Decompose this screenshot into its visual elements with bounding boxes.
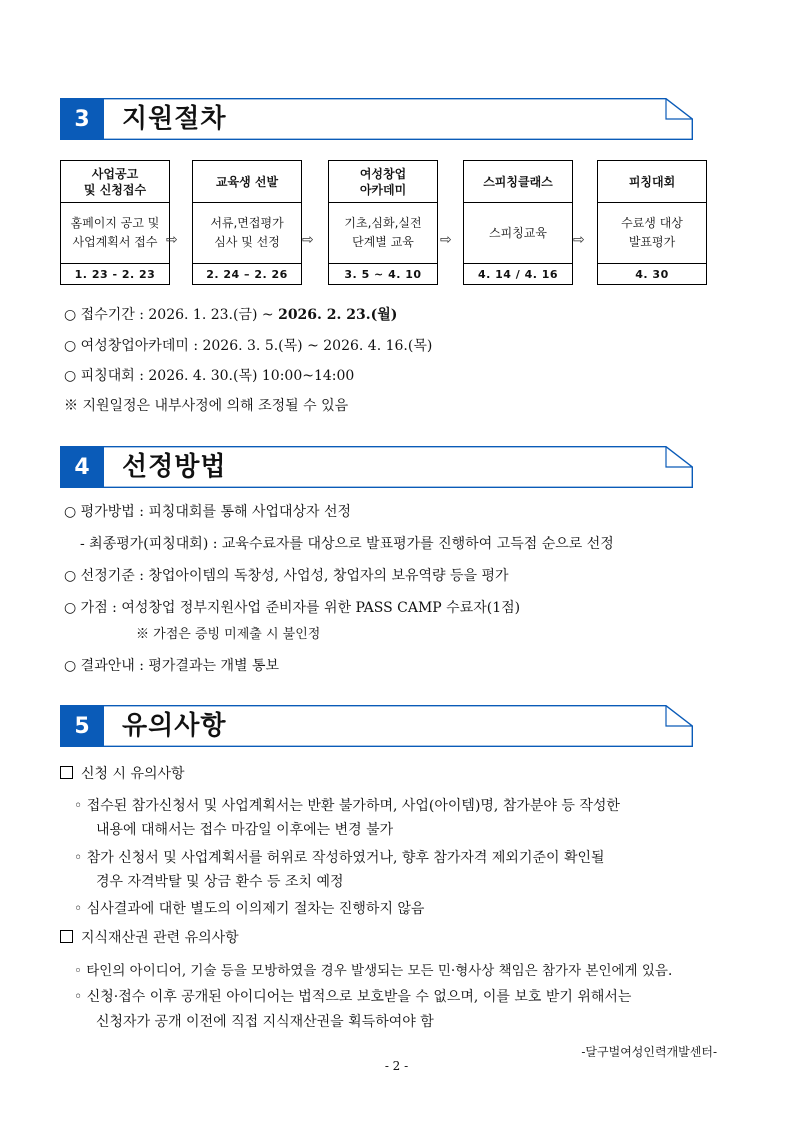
process-step-4: [463, 160, 573, 285]
section-number: 3: [60, 98, 104, 140]
checkbox-square-icon: [60, 766, 73, 779]
section-title: 선정방법: [122, 452, 227, 482]
notice-item: ◦ 신청·접수 이후 공개된 아이디어는 법적으로 보호받을 수 없으며, 이를 보호 받기 위해서는: [74, 989, 632, 1005]
schedule-text: 피칭대회 : 2026. 4. 30.(목) 10:00~14:00: [80, 368, 355, 384]
bullet: ○: [64, 307, 77, 323]
step-head: 교육생 선발: [193, 161, 301, 203]
step-body: 홈페이지 공고 및 사업계획서 접수: [61, 203, 169, 264]
notice-item-cont: 신청자가 공개 이전에 직접 지식재산권을 획득하여야 함: [96, 1014, 434, 1030]
schedule-academy-period: [64, 336, 432, 356]
page-number: - 2 -: [384, 1059, 409, 1073]
bullet: ○: [64, 338, 77, 354]
step-head: 여성창업 아카데미: [329, 161, 437, 203]
application-notes-heading: [60, 764, 185, 784]
notice-item: ◦ 접수된 참가신청서 및 사업계획서는 반환 불가하며, 사업(아이템)명, 참가분야 등 작성한: [74, 798, 620, 814]
process-step-2: [192, 160, 302, 285]
schedule-application-period: [64, 305, 397, 325]
step-body: 기초,심화,실전 단계별 교육: [329, 203, 437, 264]
ip-notes-heading: [60, 928, 239, 948]
step-head: 스피칭클래스: [464, 161, 572, 203]
section-number: 4: [60, 446, 104, 488]
notice-item: ◦ 심사결과에 대한 별도의 이의제기 절차는 진행하지 않음: [74, 901, 425, 917]
step-date: 4. 30: [635, 267, 669, 281]
step-date: 2. 24 – 2. 26: [206, 267, 288, 281]
arrow-right-icon: ⇨: [440, 232, 452, 248]
step-body: 수료생 대상 발표평가: [598, 203, 706, 264]
section-4-header: [60, 446, 693, 488]
schedule-pitching-date: [64, 366, 354, 386]
step-date: 1. 23 - 2. 23: [74, 267, 156, 281]
section-title: 지원절차: [122, 104, 227, 134]
schedule-text: 접수기간 : 2026. 1. 23.(금) ~: [80, 307, 279, 323]
step-body: 서류,면접평가 심사 및 선정: [193, 203, 301, 264]
heading-text: 신청 시 유의사항: [81, 766, 185, 782]
checkbox-square-icon: [60, 930, 73, 943]
heading-text: 지식재산권 관련 유의사항: [81, 930, 239, 946]
process-step-1: [60, 160, 170, 285]
final-evaluation: - 최종평가(피칭대회) : 교육수료자를 대상으로 발표평가를 진행하여 고득점 순으로 선정: [80, 536, 614, 552]
schedule-deadline: 2026. 2. 23.(월): [278, 307, 398, 323]
selection-criteria: ○ 선정기준 : 창업아이템의 독창성, 사업성, 창업자의 보유역량 등을 평가: [64, 568, 509, 584]
arrow-right-icon: ⇨: [573, 232, 585, 248]
bullet: ○: [64, 368, 77, 384]
result-notice: ○ 결과안내 : 평가결과는 개별 통보: [64, 658, 279, 674]
step-head: 사업공고 및 신청접수: [61, 161, 169, 203]
schedule-note: ※ 지원일정은 내부사정에 의해 조정될 수 있음: [64, 398, 349, 414]
bonus-note: ※ 가점은 증빙 미제출 시 불인정: [136, 627, 321, 642]
step-date: 4. 14 / 4. 16: [477, 267, 559, 281]
notice-item-cont: 경우 자격박탈 및 상금 환수 등 조치 예정: [96, 874, 344, 890]
section-5-header: [60, 705, 693, 747]
arrow-right-icon: ⇨: [302, 232, 314, 248]
bonus-points: ○ 가점 : 여성창업 정부지원사업 준비자를 위한 PASS CAMP 수료자(1점): [64, 600, 521, 616]
section-title: 유의사항: [122, 711, 227, 741]
step-date: 3. 5 ~ 4. 10: [344, 267, 422, 281]
footer-organization: -달구벌여성인력개발센터-: [581, 1045, 717, 1059]
step-body: 스피칭교육: [464, 203, 572, 264]
schedule-text: 여성창업아카데미 : 2026. 3. 5.(목) ~ 2026. 4. 16.(목): [80, 338, 433, 354]
notice-item: ◦ 타인의 아이디어, 기술 등을 모방하였을 경우 발생되는 모든 민·형사상 책임은 참가자 본인에게 있음.: [74, 963, 673, 979]
evaluation-method: ○ 평가방법 : 피칭대회를 통해 사업대상자 선정: [64, 504, 352, 520]
step-head: 피칭대회: [598, 161, 706, 203]
process-step-3: [328, 160, 438, 285]
arrow-right-icon: ⇨: [166, 232, 178, 248]
notice-item-cont: 내용에 대해서는 접수 마감일 이후에는 변경 불가: [96, 822, 394, 838]
section-3-header: [60, 98, 693, 140]
process-step-5: [597, 160, 707, 285]
section-number: 5: [60, 705, 104, 747]
notice-item: ◦ 참가 신청서 및 사업계획서를 허위로 작성하였거나, 향후 참가자격 제외기준이 확인될: [74, 850, 605, 866]
